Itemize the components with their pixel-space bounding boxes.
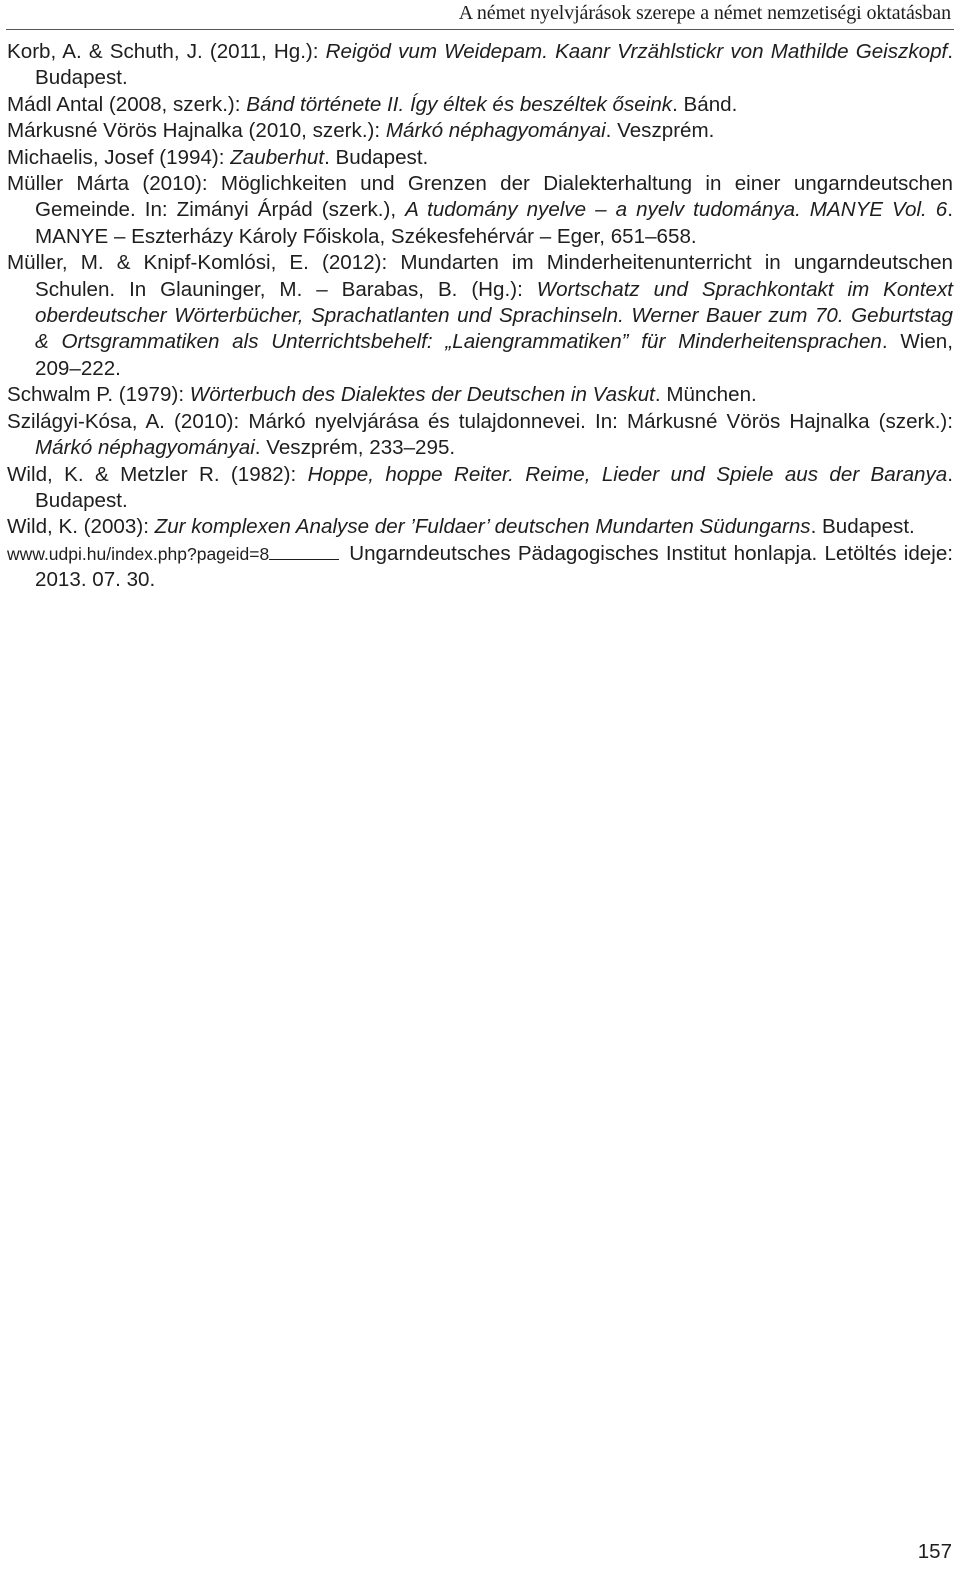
reference-title: Márkó néphagyományai bbox=[35, 436, 255, 460]
reference-title: Wortschatz und Sprachkontakt im Kontext oberdeutscher Wörterbücher, Sprachatlanten und Sprachinseln. Werner Bauer zum 70. Geburtstag & Ortsgrammatiken als Unterrichtsbehelf: „Laiengrammatiken” für Minderheitensprachen bbox=[35, 277, 953, 354]
url-underline bbox=[269, 559, 339, 560]
reference-item bbox=[7, 118, 953, 144]
reference-title: A tudomány nyelve – a nyelv tudománya. MANYE Vol. 6 bbox=[405, 198, 948, 222]
reference-text: Wild, K. (2003): bbox=[7, 515, 155, 539]
reference-title: Wörterbuch des Dialektes der Deutschen in Vaskut bbox=[189, 383, 655, 407]
reference-title: Márkó néphagyományai bbox=[385, 119, 606, 143]
reference-title: Reigöd vum Weidepam. Kaanr Vrzählstickr von Mathilde Geiszkopf bbox=[325, 40, 948, 63]
reference-text: Wild, K. & Metzler R. (1982): bbox=[7, 462, 308, 486]
reference-list bbox=[7, 39, 953, 594]
reference-item bbox=[7, 250, 953, 382]
reference-item bbox=[7, 541, 953, 594]
reference-text: Mádl Antal (2008, szerk.): bbox=[7, 92, 247, 116]
reference-text: Ungarndeutsches Pädagogisches Institut honlapja. Letöltés ideje: 2013. 07. 30. bbox=[35, 541, 953, 592]
reference-text: . Veszprém, 233–295. bbox=[254, 436, 456, 460]
reference-text: Michaelis, Josef (1994): bbox=[7, 145, 231, 169]
reference-text: Szilágyi-Kósa, A. (2010): Márkó nyelvjárása és tulajdonnevei. In: Márkusné Vörös Hajnalka (szerk.): bbox=[7, 409, 953, 433]
reference-text: . Bánd. bbox=[672, 92, 738, 116]
reference-text: . Wien, 209–222. bbox=[35, 330, 953, 380]
reference-text: . München. bbox=[654, 383, 757, 407]
reference-text: Müller, M. & Knipf-Komlósi, E. (2012): Mundarten im Minderheitenunterricht in ungarndeutschen Schulen. In Glauninger, M. – Barabas, B. (Hg.): bbox=[7, 251, 953, 301]
reference-text: . Budapest. bbox=[35, 462, 953, 512]
reference-title: Zauberhut bbox=[230, 145, 325, 169]
reference-item bbox=[7, 39, 953, 92]
reference-item bbox=[7, 409, 953, 462]
reference-title: Zur komplexen Analyse der ’Fuldaer’ deutschen Mundarten Südungarns bbox=[154, 515, 811, 539]
reference-title: Hoppe, hoppe Reiter. Reime, Lieder und Spiele aus der Baranya bbox=[307, 462, 948, 486]
reference-item bbox=[7, 92, 953, 118]
reference-url[interactable]: www.udpi.hu/index.php?pageid=8 bbox=[7, 543, 270, 564]
reference-item bbox=[7, 462, 953, 515]
reference-text: . Budapest. bbox=[324, 145, 429, 169]
reference-text: Korb, A. & Schuth, J. (2011, Hg.): bbox=[7, 40, 326, 63]
reference-text: Schwalm P. (1979): bbox=[7, 383, 190, 407]
reference-text: . Budapest. bbox=[35, 40, 953, 90]
reference-text: . Veszprém. bbox=[605, 119, 715, 143]
reference-text: . MANYE – Eszterházy Károly Főiskola, Székesfehérvár – Eger, 651–658. bbox=[35, 198, 953, 248]
running-header: A német nyelvjárások szerepe a német nemzetiségi oktatásban bbox=[458, 2, 951, 24]
page-number: 157 bbox=[917, 1540, 952, 1563]
reference-text: Müller Márta (2010): Möglichkeiten und Grenzen der Dialekterhaltung in einer ungarndeutschen Gemeinde. In: Zimányi Árpád (szerk.), bbox=[7, 172, 953, 222]
reference-item bbox=[7, 145, 953, 171]
reference-item bbox=[7, 382, 953, 408]
reference-text: Márkusné Vörös Hajnalka (2010, szerk.): bbox=[7, 119, 386, 143]
reference-item bbox=[7, 514, 953, 540]
reference-item bbox=[7, 171, 953, 250]
reference-title: Bánd története II. Így éltek és beszéltek őseink bbox=[246, 92, 673, 116]
reference-text: . Budapest. bbox=[810, 515, 915, 539]
header-rule bbox=[6, 29, 954, 30]
